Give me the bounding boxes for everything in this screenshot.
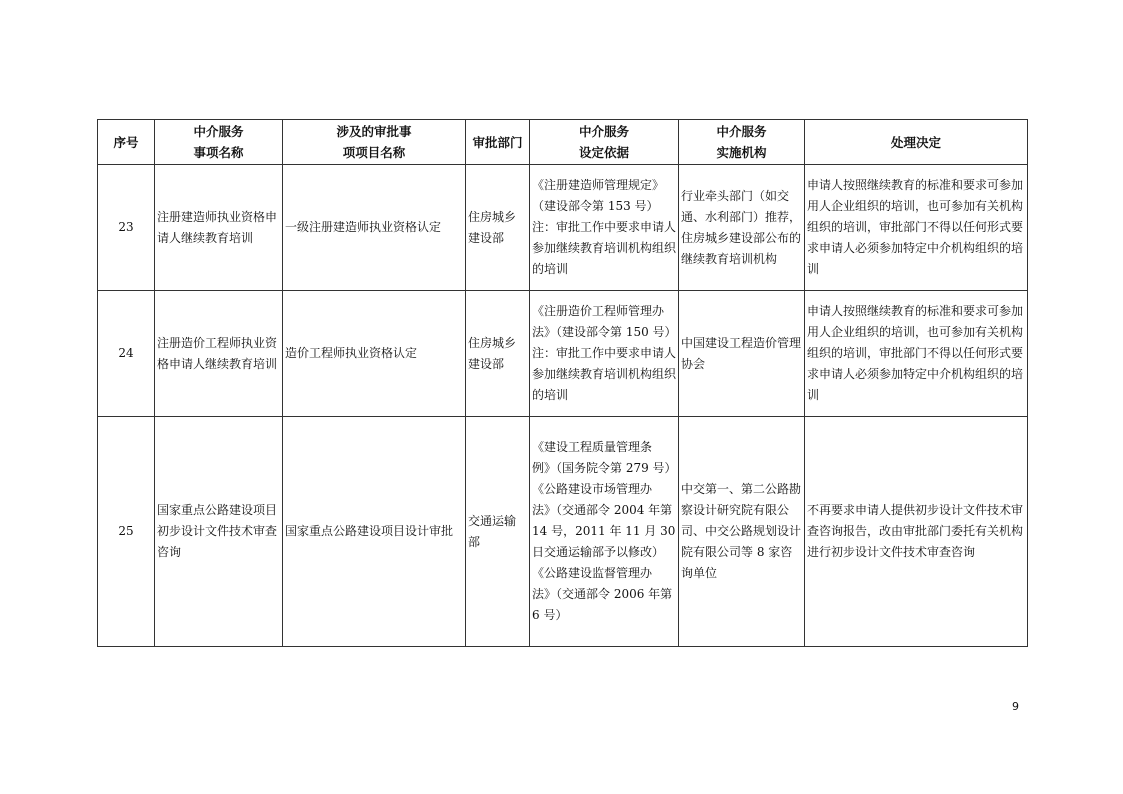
approval-item: 国家重点公路建设项目设计审批 (283, 417, 466, 647)
header-department: 审批部门 (466, 120, 530, 165)
header-agency: 中介服务 实施机构 (679, 120, 805, 165)
header-basis: 中介服务 设定依据 (530, 120, 679, 165)
department: 住房城乡建设部 (466, 165, 530, 291)
legal-basis: 《注册建造师管理规定》（建设部令第 153 号）注：审批工作中要求申请人参加继续教育培训机构组织的培训 (530, 165, 679, 291)
service-name: 注册造价工程师执业资格申请人继续教育培训 (155, 291, 283, 417)
row-number: 23 (98, 165, 155, 291)
approval-item: 造价工程师执业资格认定 (283, 291, 466, 417)
table-row (98, 165, 1028, 291)
header-decision: 处理决定 (805, 120, 1028, 165)
intermediary-services-table (97, 119, 1028, 647)
decision: 申请人按照继续教育的标准和要求可参加用人企业组织的培训，也可参加有关机构组织的培训，审批部门不得以任何形式要求申请人必须参加特定中介机构组织的培训 (805, 291, 1028, 417)
table-row (98, 417, 1028, 647)
decision: 申请人按照继续教育的标准和要求可参加用人企业组织的培训，也可参加有关机构组织的培训，审批部门不得以任何形式要求申请人必须参加特定中介机构组织的培训 (805, 165, 1028, 291)
header-seq-number: 序号 (98, 120, 155, 165)
header-service-name: 中介服务 事项名称 (155, 120, 283, 165)
row-number: 25 (98, 417, 155, 647)
department: 住房城乡建设部 (466, 291, 530, 417)
implementing-agency: 行业牵头部门（如交通、水利部门）推荐，住房城乡建设部公布的继续教育培训机构 (679, 165, 805, 291)
table-header-row (98, 120, 1028, 165)
decision: 不再要求申请人提供初步设计文件技术审查咨询报告，改由审批部门委托有关机构进行初步设计文件技术审查咨询 (805, 417, 1028, 647)
implementing-agency: 中交第一、第二公路勘察设计研究院有限公司、中交公路规划设计院有限公司等 8 家咨询单位 (679, 417, 805, 647)
table-row (98, 291, 1028, 417)
approval-item: 一级注册建造师执业资格认定 (283, 165, 466, 291)
header-approval-item: 涉及的审批事 项项目名称 (283, 120, 466, 165)
legal-basis: 《建设工程质量管理条例》（国务院令第 279 号）《公路建设市场管理办法》（交通部令 2004 年第 14 号，2011 年 11 月 30 日交通运输部予以修改）《公路建设监督管理办法》（交通部令 2006 年第 6 号） (530, 417, 679, 647)
service-name: 注册建造师执业资格申请人继续教育培训 (155, 165, 283, 291)
legal-basis: 《注册造价工程师管理办法》（建设部令第 150 号）注：审批工作中要求申请人参加继续教育培训机构组织的培训 (530, 291, 679, 417)
row-number: 24 (98, 291, 155, 417)
department: 交通运输部 (466, 417, 530, 647)
implementing-agency: 中国建设工程造价管理协会 (679, 291, 805, 417)
page-number: 9 (1012, 700, 1019, 713)
service-name: 国家重点公路建设项目初步设计文件技术审查咨询 (155, 417, 283, 647)
